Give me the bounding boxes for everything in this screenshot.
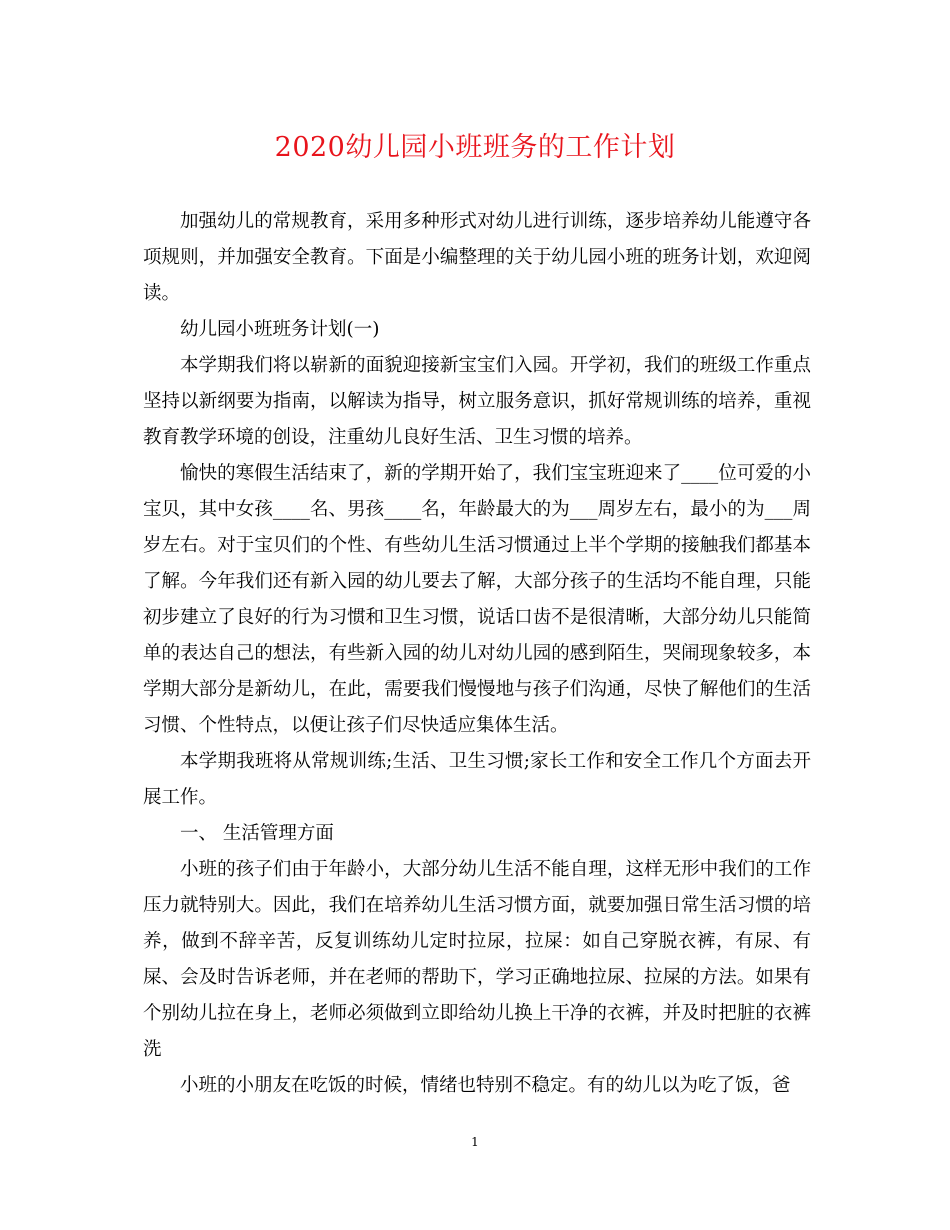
paragraph-class-overview: 愉快的寒假生活结束了，新的学期开始了，我们宝宝班迎来了____位可爱的小宝贝，其中女孩____名、男孩____名，年龄最大的为___周岁左右，最小的为___周岁左右。对于宝贝们的个性、有些幼儿生活习惯通过上半个学期的接触我们都基本了解。今年我们还有新入园的幼儿要去了解，大部分孩子的生活均不能自理，只能初步建立了良好的行为习惯和卫生习惯，说话口齿不是很清晰，大部分幼儿只能简单的表达自己的想法，有些新入园的幼儿对幼儿园的感到陌生，哭闹现象较多，本学期大部分是新幼儿，在此，需要我们慢慢地与孩子们沟通，尽快了解他们的生活习惯、个性特点，以便让孩子们尽快适应集体生活。 — [143, 463, 811, 736]
document-body — [143, 204, 811, 1104]
paragraph-work-areas: 本学期我班将从常规训练;生活、卫生习惯;家长工作和安全工作几个方面去开展工作。 — [143, 751, 811, 808]
paragraph-semester-focus: 本学期我们将以崭新的面貌迎接新宝宝们入园。开学初，我们的班级工作重点坚持以新纲要为指南，以解读为指导，树立服务意识，抓好常规训练的培养，重视教育教学环境的创设，注重幼儿良好生活、卫生习惯的培养。 — [143, 355, 811, 448]
document-title: 2020幼儿园小班班务的工作计划 — [274, 132, 676, 163]
paragraph-intro: 加强幼儿的常规教育，采用多种形式对幼儿进行训练，逐步培养幼儿能遵守各项规则，并加强安全教育。下面是小编整理的关于幼儿园小班的班务计划，欢迎阅读。 — [143, 211, 811, 304]
paragraph-mealtime: 小班的小朋友在吃饭的时候，情绪也特别不稳定。有的幼儿以为吃了饭，爸 — [180, 1075, 791, 1096]
paragraph-heading-plan-one: 幼儿园小班班务计划(一) — [180, 319, 380, 340]
page-number: 1 — [471, 1135, 479, 1149]
paragraph-heading-life-management: 一、 生活管理方面 — [180, 823, 334, 844]
paragraph-life-habits: 小班的孩子们由于年龄小，大部分幼儿生活不能自理，这样无形中我们的工作压力就特别大。因此，我们在培养幼儿生活习惯方面，就要加强日常生活习惯的培养，做到不辞辛苦，反复训练幼儿定时拉尿，拉屎：如自己穿脱衣裤，有尿、有屎、会及时告诉老师，并在老师的帮助下，学习正确地拉尿、拉屎的方法。如果有个别幼儿拉在身上，老师必须做到立即给幼儿换上干净的衣裤，并及时把脏的衣裤洗 — [143, 859, 811, 1060]
